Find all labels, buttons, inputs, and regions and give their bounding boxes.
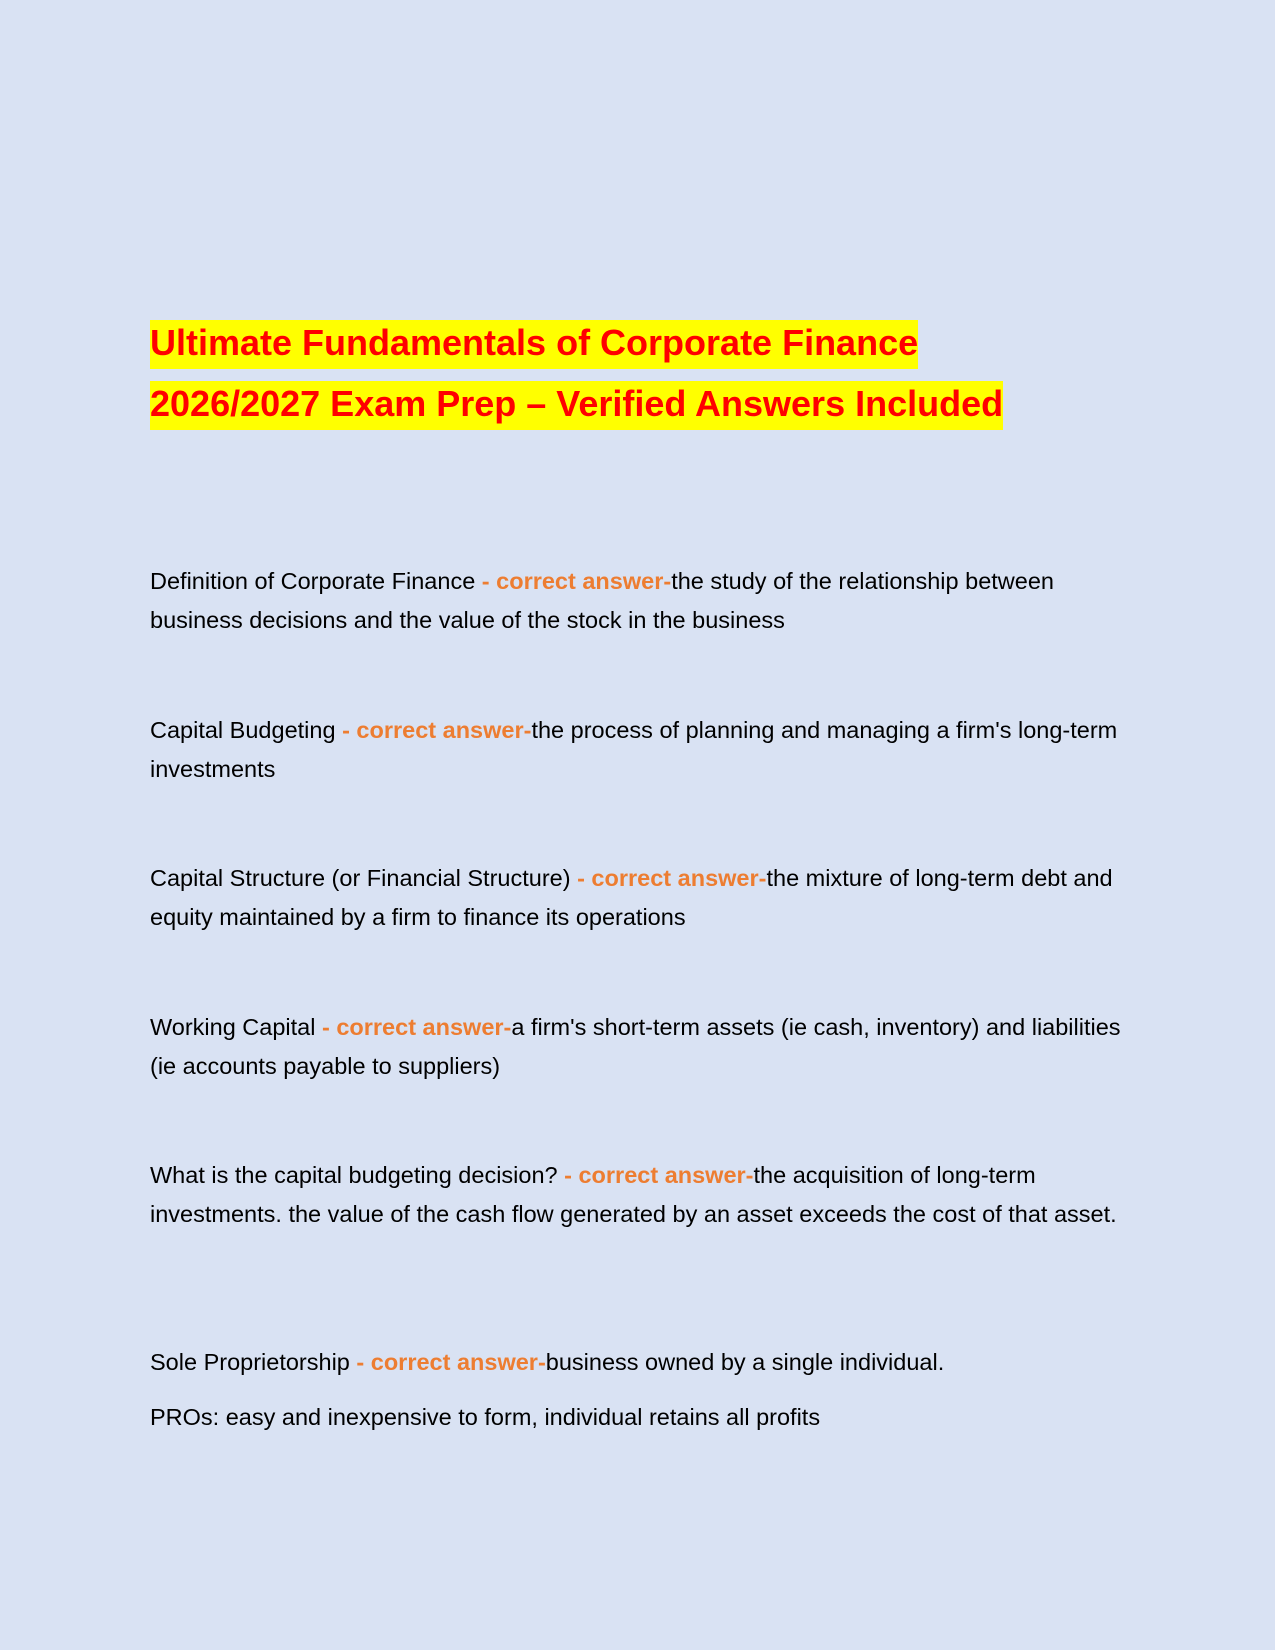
entry-definition: a firm's short-term assets (ie cash, inventory) and liabilities (ie accounts payable to suppliers) xyxy=(150,1014,1121,1079)
qa-entry-sole-proprietorship xyxy=(150,1343,1130,1382)
title-line-2: 2026/2027 Exam Prep – Verified Answers Included xyxy=(150,381,1003,430)
entry-definition: the acquisition of long-term investments. the value of the cash flow generated by an asset exceeds the cost of that asset. xyxy=(150,1162,1117,1227)
correct-answer-marker: - correct answer- xyxy=(564,1162,754,1188)
entry-term: Capital Structure (or Financial Structure) xyxy=(150,865,578,891)
entry-definition: the process of planning and managing a firm's long-term investments xyxy=(150,717,1118,782)
entry-term: Capital Budgeting xyxy=(150,717,343,743)
entry-definition: the mixture of long-term debt and equity maintained by a firm to finance its operations xyxy=(150,865,1113,930)
entry-term: What is the capital budgeting decision? xyxy=(150,1162,565,1188)
entry-term: Sole Proprietorship xyxy=(150,1349,357,1375)
entry-term: Definition of Corporate Finance xyxy=(150,568,482,594)
qa-entry-capital-budgeting-decision xyxy=(150,1156,1130,1233)
pros-line: PROs: easy and inexpensive to form, individual retains all profits xyxy=(150,1404,821,1430)
document-title xyxy=(150,312,1130,434)
correct-answer-marker: - correct answer- xyxy=(481,568,672,594)
page-content xyxy=(150,0,1130,1650)
entry-term: Working Capital xyxy=(150,1014,322,1040)
qa-entry-capital-budgeting xyxy=(150,711,1130,788)
entry-definition: the study of the relationship between business decisions and the value of the stock in the business xyxy=(150,568,1054,633)
entry-definition: business owned by a single individual. xyxy=(545,1349,945,1375)
qa-entry-capital-structure xyxy=(150,859,1130,936)
correct-answer-marker: - correct answer- xyxy=(356,1349,546,1375)
correct-answer-marker: - correct answer- xyxy=(342,717,532,743)
correct-answer-marker: - correct answer- xyxy=(321,1014,512,1040)
correct-answer-marker: - correct answer- xyxy=(577,865,767,891)
title-line-1: Ultimate Fundamentals of Corporate Finance xyxy=(150,320,918,369)
qa-entry-corporate-finance xyxy=(150,562,1130,639)
qa-entry-working-capital xyxy=(150,1008,1130,1085)
